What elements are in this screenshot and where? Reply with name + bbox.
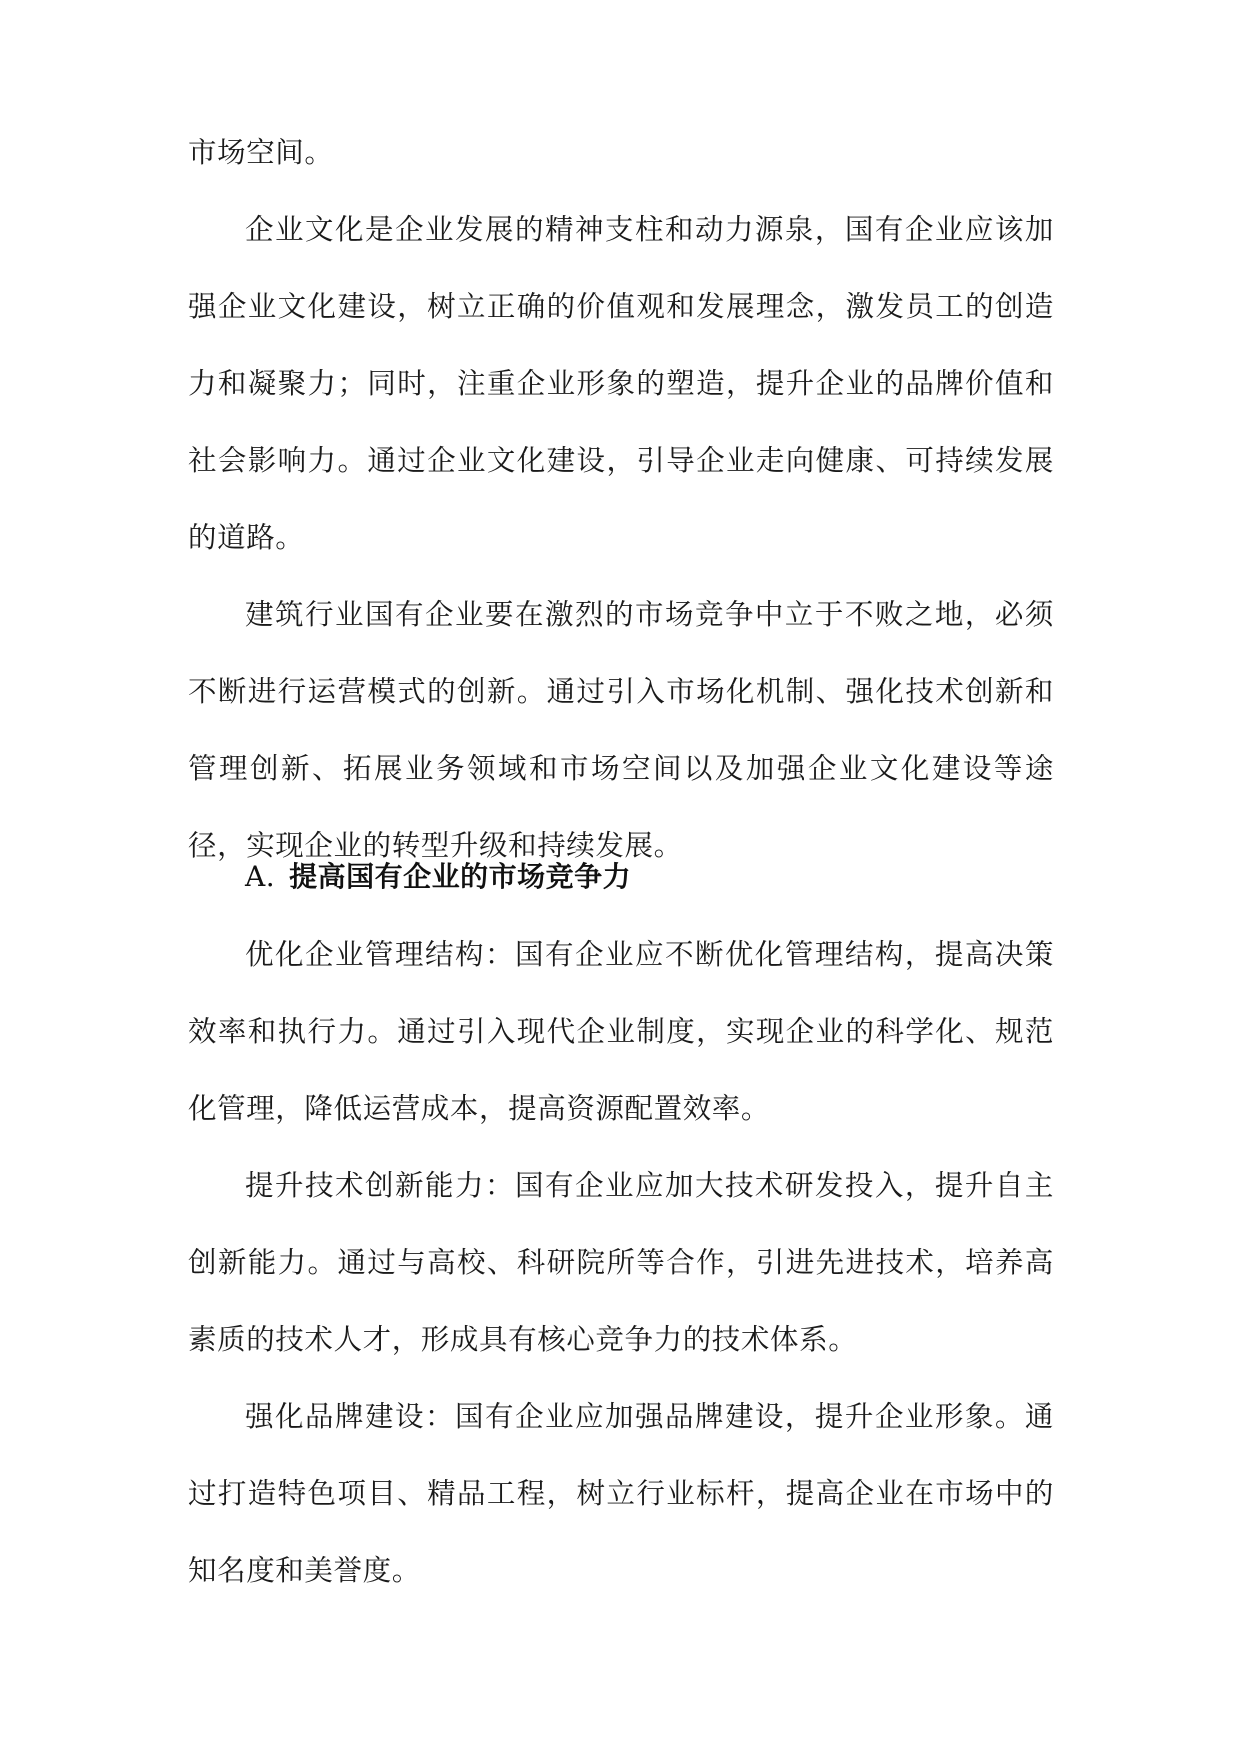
section-marker: A. [245,860,276,893]
body-text-upper [188,114,1054,884]
paragraph: 优化企业管理结构：国有企业应不断优化管理结构，提高决策效率和执行力。通过引入现代企业制度，实现企业的科学化、规范化管理，降低运营成本，提高资源配置效率。 [188,938,1054,1125]
paragraph: 强化品牌建设：国有企业应加强品牌建设，提升企业形象。通过打造特色项目、精品工程，树立行业标杆，提高企业在市场中的知名度和美誉度。 [188,1400,1054,1587]
body-text-lower [188,916,1054,1609]
section-heading [245,857,631,897]
section-title: 提高国有企业的市场竞争力 [289,860,632,893]
paragraph: 建筑行业国有企业要在激烈的市场竞争中立于不败之地，必须不断进行运营模式的创新。通过引入市场化机制、强化技术创新和管理创新、拓展业务领域和市场空间以及加强企业文化建设等途径，实现企业的转型升级和持续发展。 [188,598,1054,862]
paragraph: 企业文化是企业发展的精神支柱和动力源泉，国有企业应该加强企业文化建设，树立正确的价值观和发展理念，激发员工的创造力和凝聚力；同时，注重企业形象的塑造，提升企业的品牌价值和社会影响力。通过企业文化建设，引导企业走向健康、可持续发展的道路。 [188,213,1054,554]
paragraph: 市场空间。 [188,136,334,169]
paragraph: 提升技术创新能力：国有企业应加大技术研发投入，提升自主创新能力。通过与高校、科研院所等合作，引进先进技术，培养高素质的技术人才，形成具有核心竞争力的技术体系。 [188,1169,1054,1356]
